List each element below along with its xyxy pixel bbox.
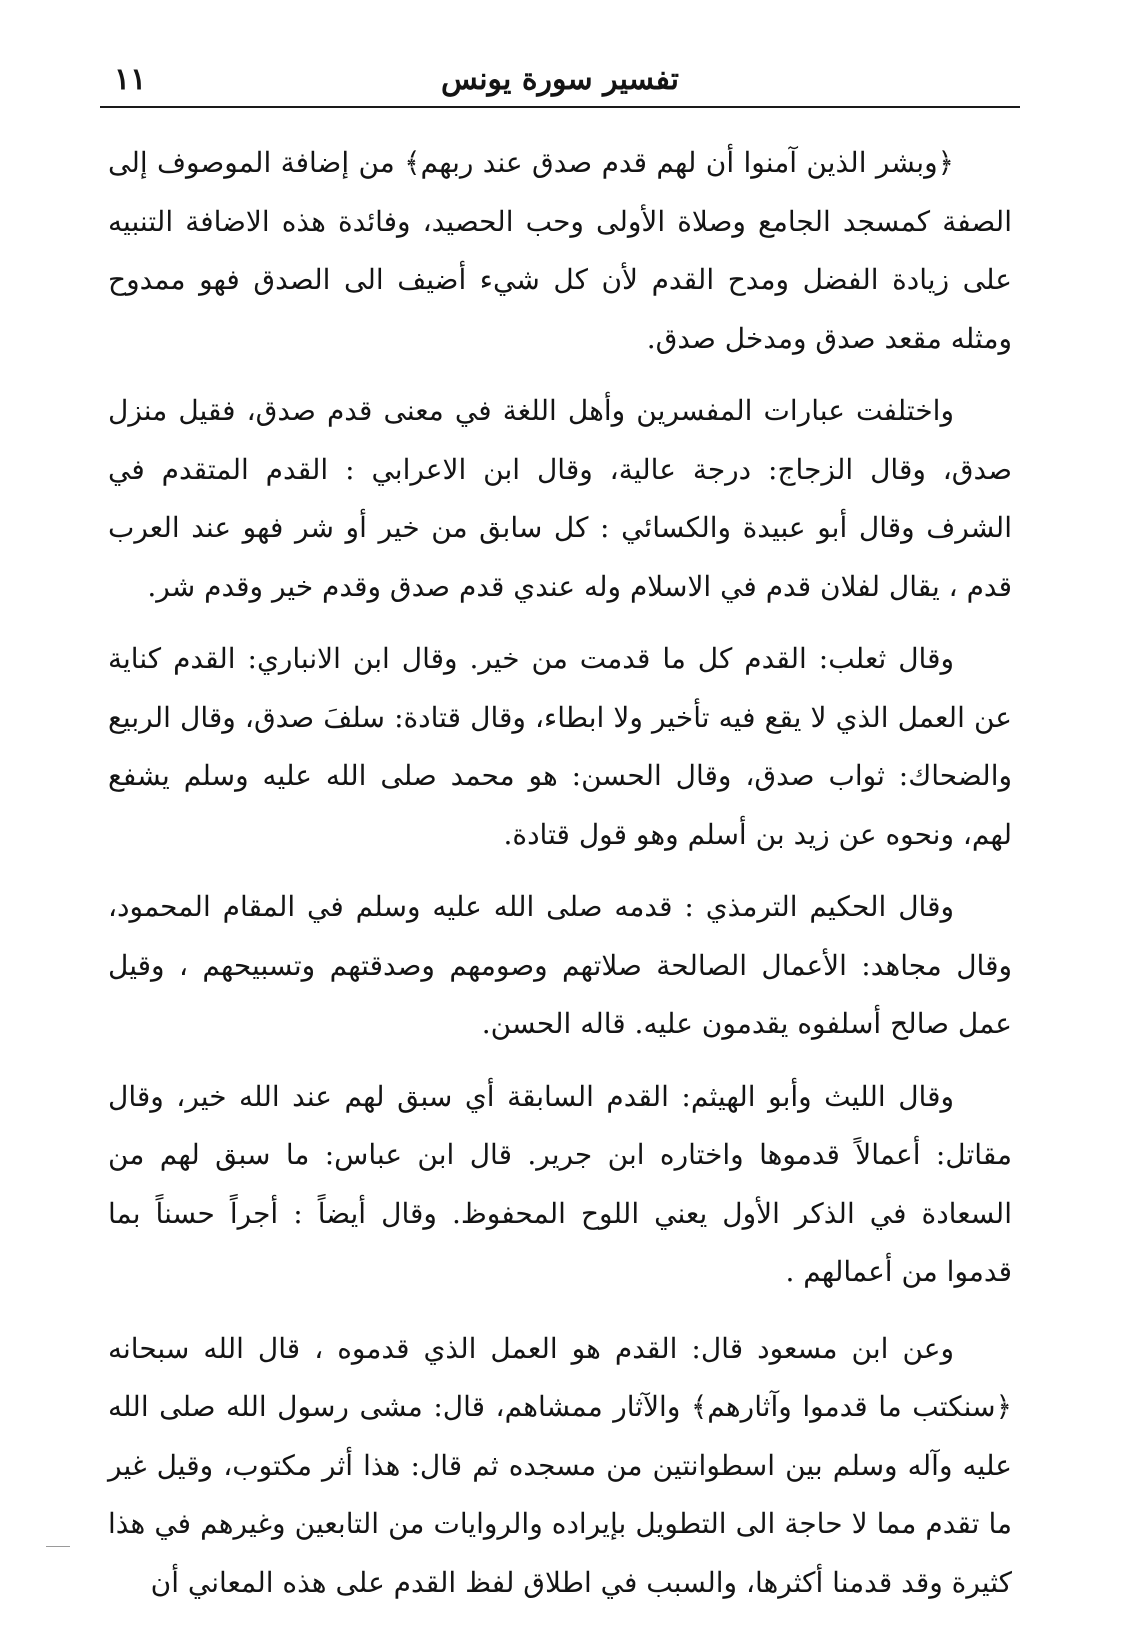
paragraph-1: ﴿وبشر الذين آمنوا أن لهم قدم صدق عند ربهم﴾ من إضافة الموصوف إلى الصفة كمسجد الجامع وصلاة الأولى وحب الحصيد، وفائدة هذه الاضافة التنبيه على زيادة الفضل ومدح القدم لأن كل شيء أضيف الى الصدق فهو ممدوح ومثله مقعد صدق ومدخل صدق.: [108, 146, 1012, 355]
page-number: ١١: [114, 62, 147, 97]
scan-mark: [46, 1546, 70, 1547]
running-header: [100, 58, 1020, 108]
paragraph-4: وقال الحكيم الترمذي : قدمه صلى الله عليه وسلم في المقام المحمود، وقال مجاهد: الأعمال الصالحة صلاتهم وصومهم وصدقتهم وتسبيحهم ، وقيل عمل صالح أسلفوه يقدمون عليه. قاله الحسن.: [108, 890, 1012, 1040]
running-title: تفسير سورة يونس: [440, 62, 680, 97]
body-text: [108, 134, 1012, 1630]
paragraph-5: وقال الليث وأبو الهيثم: القدم السابقة أي سبق لهم عند الله خير، وقال مقاتل: أعمالاً قدموها واختاره ابن جرير. قال ابن عباس: ما سبق لهم من السعادة في الذكر الأول يعني اللوح المحفوظ. وقال أيضاً : أجراً حسناً بما قدموا من أعمالهم .: [108, 1079, 1012, 1288]
paragraph-3: وقال ثعلب: القدم كل ما قدمت من خير. وقال ابن الانباري: القدم كناية عن العمل الذي لا يقع فيه تأخير ولا ابطاء، وقال قتادة: سلفَ صدق، وقال الربيع والضحاك: ثواب صدق، وقال الحسن: هو محمد صلى الله عليه وسلم يشفع لهم، ونحوه عن زيد بن أسلم وهو قول قتادة.: [108, 642, 1012, 851]
paragraph-2: واختلفت عبارات المفسرين وأهل اللغة في معنى قدم صدق، فقيل منزل صدق، وقال الزجاج: درجة عالية، وقال ابن الاعرابي : القدم المتقدم في الشرف وقال أبو عبيدة والكسائي : كل سابق من خير أو شر فهو عند العرب قدم ، يقال لفلان قدم في الاسلام وله عندي قدم صدق وقدم خير وقدم شر.: [108, 394, 1012, 603]
paragraph-6: وعن ابن مسعود قال: القدم هو العمل الذي قدموه ، قال الله سبحانه ﴿سنكتب ما قدموا وآثارهم﴾ والآثار ممشاهم، قال: مشى رسول الله صلى الله عليه وآله وسلم بين اسطوانتين من مسجده ثم قال: هذا أثر مكتوب، وقيل غير ما تقدم مما لا حاجة الى التطويل بإيراده والروايات من التابعين وغيرهم في هذا كثيرة وقد قدمنا أكثرها، والسبب في اطلاق لفظ القدم على هذه المعاني أن: [108, 1331, 1012, 1599]
